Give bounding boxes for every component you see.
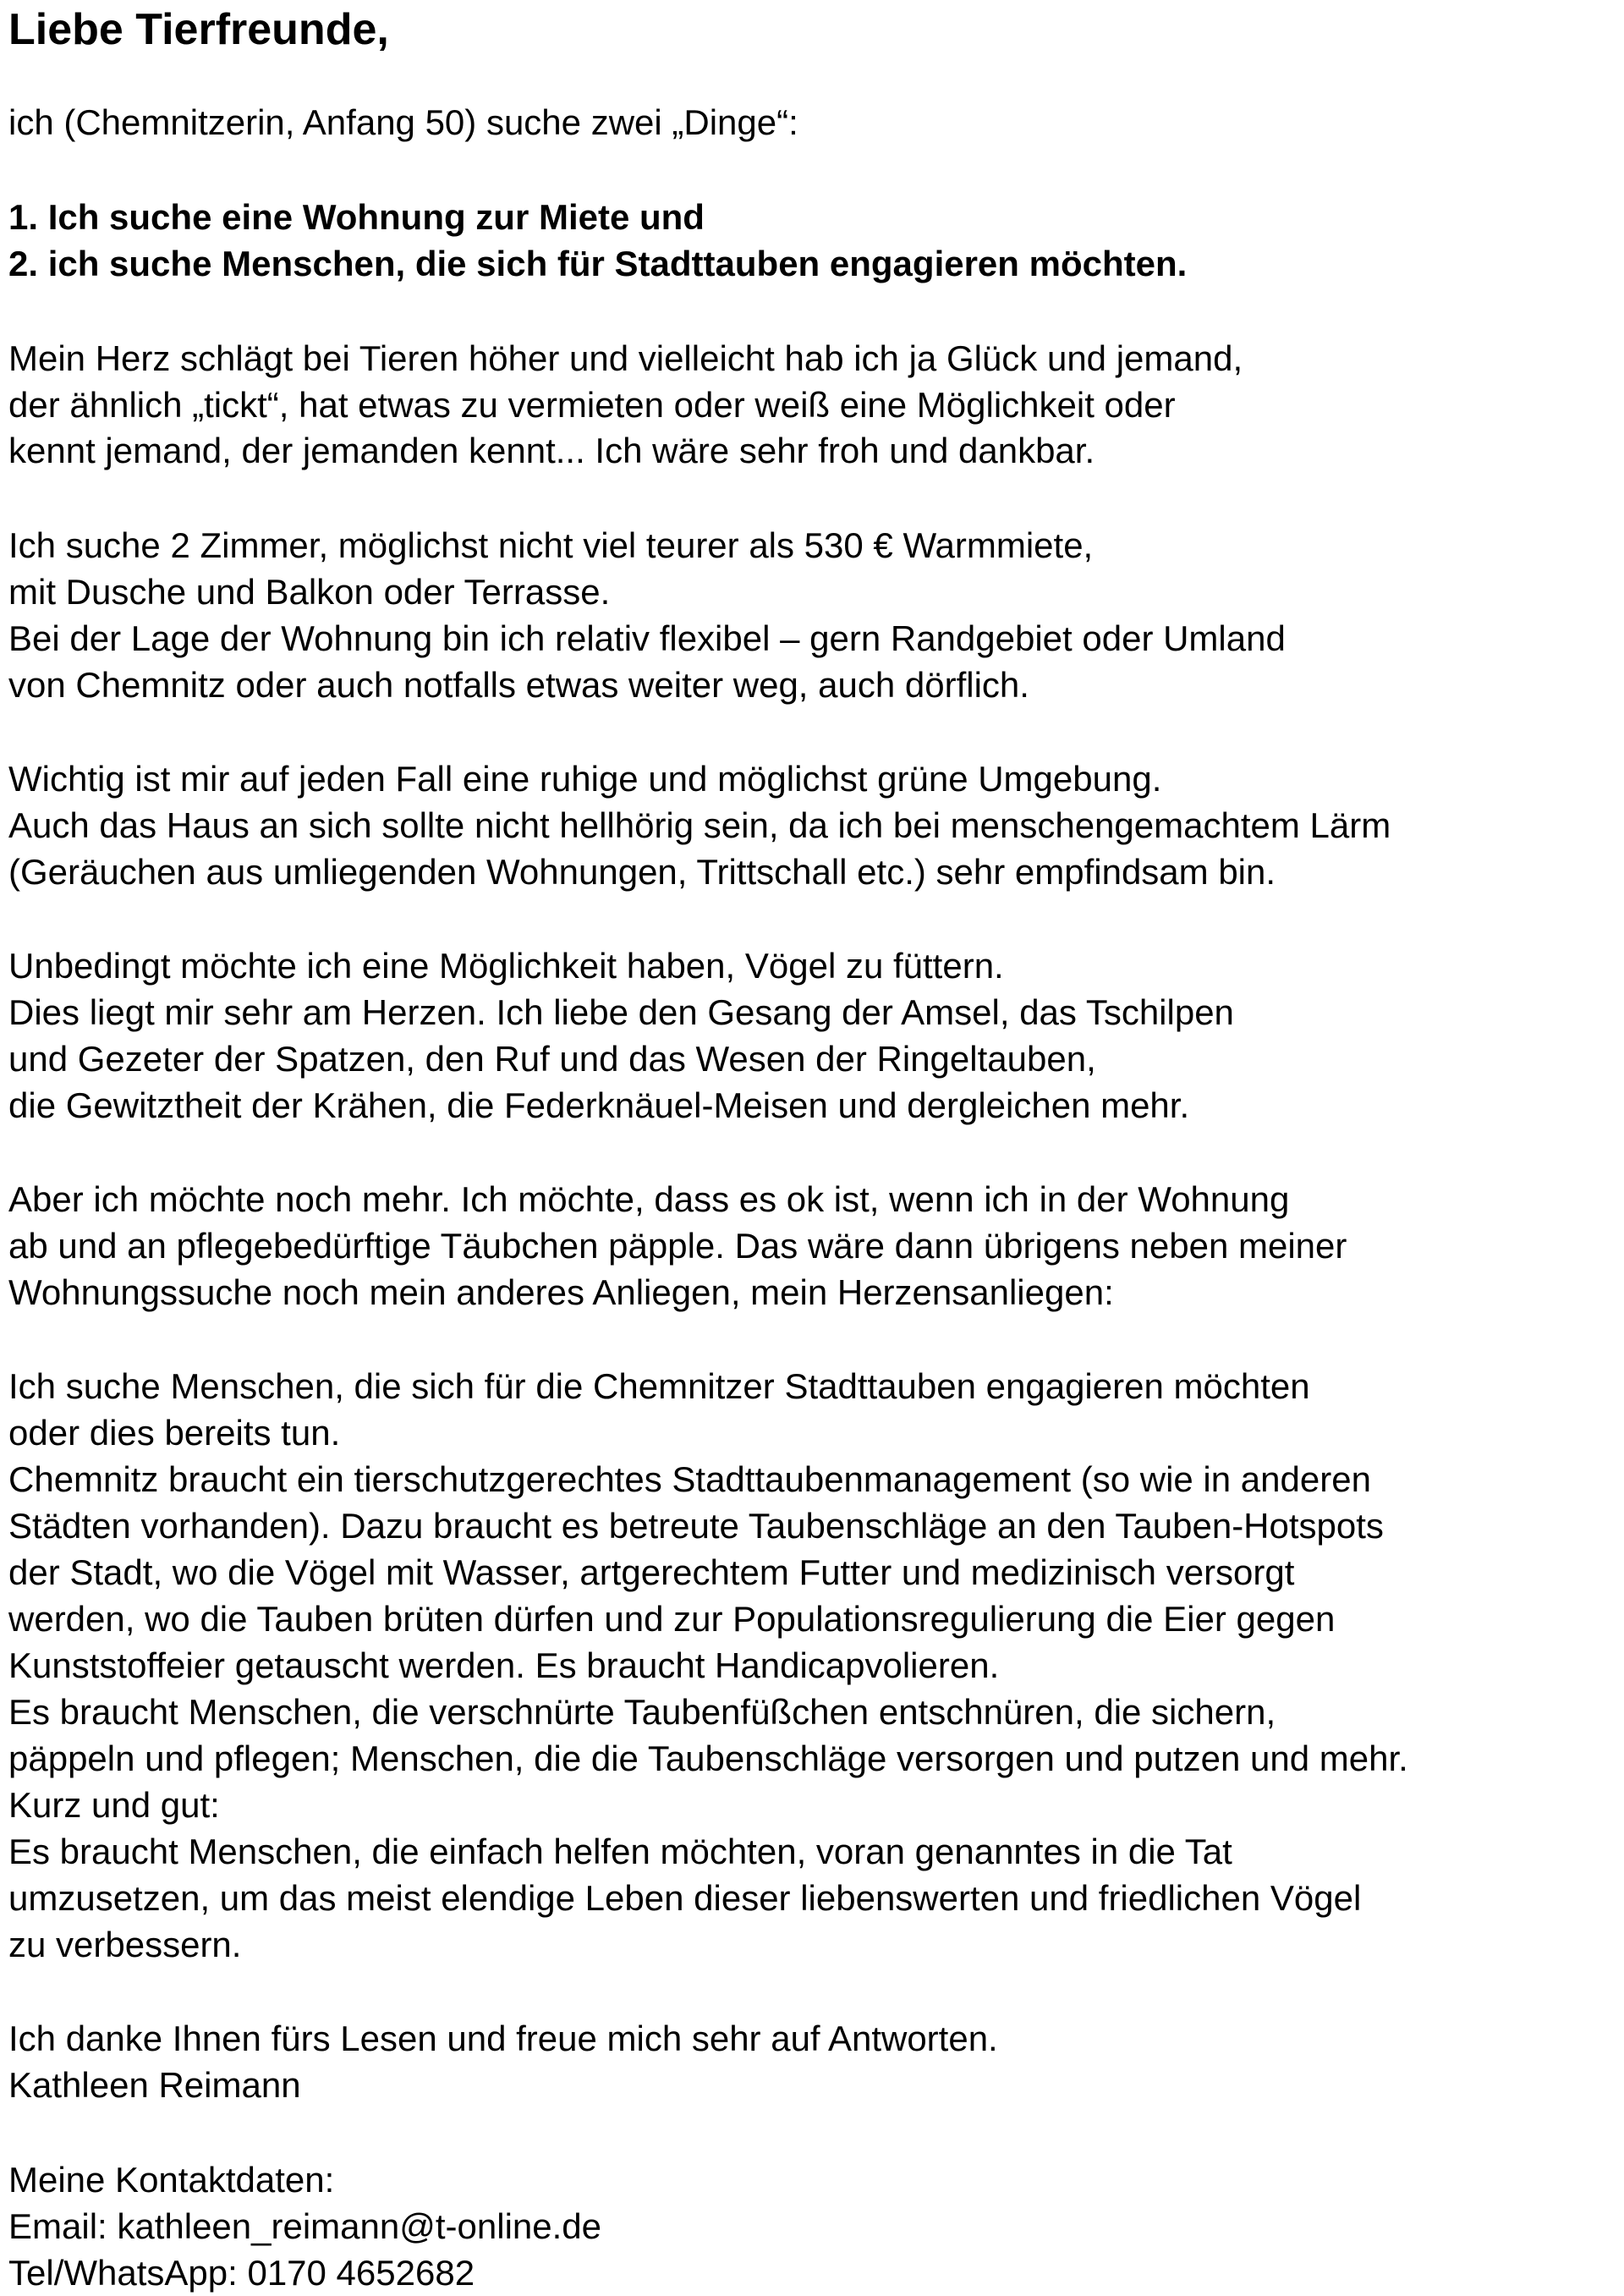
apartment-paragraph-line: Bei der Lage der Wohnung bin ich relativ flexibel – gern Randgebiet oder Umland	[8, 618, 1286, 658]
pigeons-paragraph-line: oder dies bereits tun.	[8, 1413, 341, 1453]
apartment-paragraph-line: von Chemnitz oder auch notfalls etwas weiter weg, auch dörflich.	[8, 665, 1029, 705]
quiet-paragraph-line: (Geräuchen aus umliegenden Wohnungen, Trittschall etc.) sehr empfindsam bin.	[8, 852, 1276, 892]
contact-heading: Meine Kontaktdaten:	[8, 2160, 335, 2200]
contact-phone: Tel/WhatsApp: 0170 4652682	[8, 2253, 475, 2293]
more-paragraph-line: Aber ich möchte noch mehr. Ich möchte, dass es ok ist, wenn ich in der Wohnung	[8, 1179, 1290, 1219]
quiet-paragraph-line: Auch das Haus an sich sollte nicht hellhörig sein, da ich bei menschengemachtem Lärm	[8, 805, 1391, 845]
pigeons-paragraph-line: Ich suche Menschen, die sich für die Chemnitzer Stadttauben engagieren möchten	[8, 1366, 1310, 1406]
list-item-apartment: 1. Ich suche eine Wohnung zur Miete und	[8, 197, 705, 237]
apartment-paragraph-line: mit Dusche und Balkon oder Terrasse.	[8, 572, 611, 612]
pigeons-paragraph-line: Städten vorhanden). Dazu braucht es betreute Taubenschläge an den Tauben-Hotspots	[8, 1506, 1384, 1546]
quiet-paragraph-line: Wichtig ist mir auf jeden Fall eine ruhige und möglichst grüne Umgebung.	[8, 759, 1162, 799]
pigeons-paragraph-line: Kunststoffeier getauscht werden. Es braucht Handicapvolieren.	[8, 1645, 1000, 1685]
heart-paragraph-line: kennt jemand, der jemanden kennt... Ich wäre sehr froh und dankbar.	[8, 431, 1095, 470]
birds-paragraph-line: Unbedingt möchte ich eine Möglichkeit haben, Vögel zu füttern.	[8, 946, 1004, 986]
more-paragraph-line: Wohnungssuche noch mein anderes Anliegen, mein Herzensanliegen:	[8, 1272, 1114, 1312]
pigeons-paragraph-line: werden, wo die Tauben brüten dürfen und zur Populationsregulierung die Eier gegen	[8, 1599, 1336, 1639]
pigeons-paragraph-line: zu verbessern.	[8, 1925, 242, 1964]
signature: Kathleen Reimann	[8, 2065, 301, 2105]
pigeons-paragraph-line: päppeln und pflegen; Menschen, die die Taubenschläge versorgen und putzen und mehr.	[8, 1738, 1408, 1778]
list-item-pigeons: 2. ich suche Menschen, die sich für Stadttauben engagieren möchten.	[8, 244, 1188, 283]
birds-paragraph-line: und Gezeter der Spatzen, den Ruf und das Wesen der Ringeltauben,	[8, 1039, 1096, 1079]
birds-paragraph-line: die Gewitztheit der Krähen, die Federknäuel-Meisen und dergleichen mehr.	[8, 1085, 1190, 1125]
heart-paragraph-line: der ähnlich „tickt“, hat etwas zu vermieten oder weiß eine Möglichkeit oder	[8, 385, 1176, 425]
closing-line: Ich danke Ihnen fürs Lesen und freue mich sehr auf Antworten.	[8, 2019, 998, 2058]
pigeons-paragraph-line: Es braucht Menschen, die einfach helfen möchten, voran genanntes in die Tat	[8, 1832, 1232, 1871]
pigeons-paragraph-line: der Stadt, wo die Vögel mit Wasser, artgerechtem Futter und medizinisch versorgt	[8, 1552, 1295, 1592]
birds-paragraph-line: Dies liegt mir sehr am Herzen. Ich liebe den Gesang der Amsel, das Tschilpen	[8, 992, 1234, 1032]
more-paragraph-line: ab und an pflegebedürftige Täubchen päpple. Das wäre dann übrigens neben meiner	[8, 1226, 1347, 1266]
heart-paragraph-line: Mein Herz schlägt bei Tieren höher und vielleicht hab ich ja Glück und jemand,	[8, 338, 1243, 378]
contact-email: Email: kathleen_reimann@t-online.de	[8, 2206, 602, 2246]
pigeons-paragraph-line: Chemnitz braucht ein tierschutzgerechtes Stadttaubenmanagement (so wie in anderen	[8, 1459, 1371, 1499]
greeting-heading: Liebe Tierfreunde,	[8, 5, 389, 54]
pigeons-paragraph-line: umzusetzen, um das meist elendige Leben dieser liebenswerten und friedlichen Vögel	[8, 1878, 1362, 1918]
apartment-paragraph-line: Ich suche 2 Zimmer, möglichst nicht viel teurer als 530 € Warmmiete,	[8, 525, 1094, 565]
pigeons-paragraph-line: Kurz und gut:	[8, 1785, 220, 1825]
pigeons-paragraph-line: Es braucht Menschen, die verschnürte Taubenfüßchen entschnüren, die sichern,	[8, 1692, 1276, 1732]
intro-line: ich (Chemnitzerin, Anfang 50) suche zwei „Dinge“:	[8, 102, 798, 142]
